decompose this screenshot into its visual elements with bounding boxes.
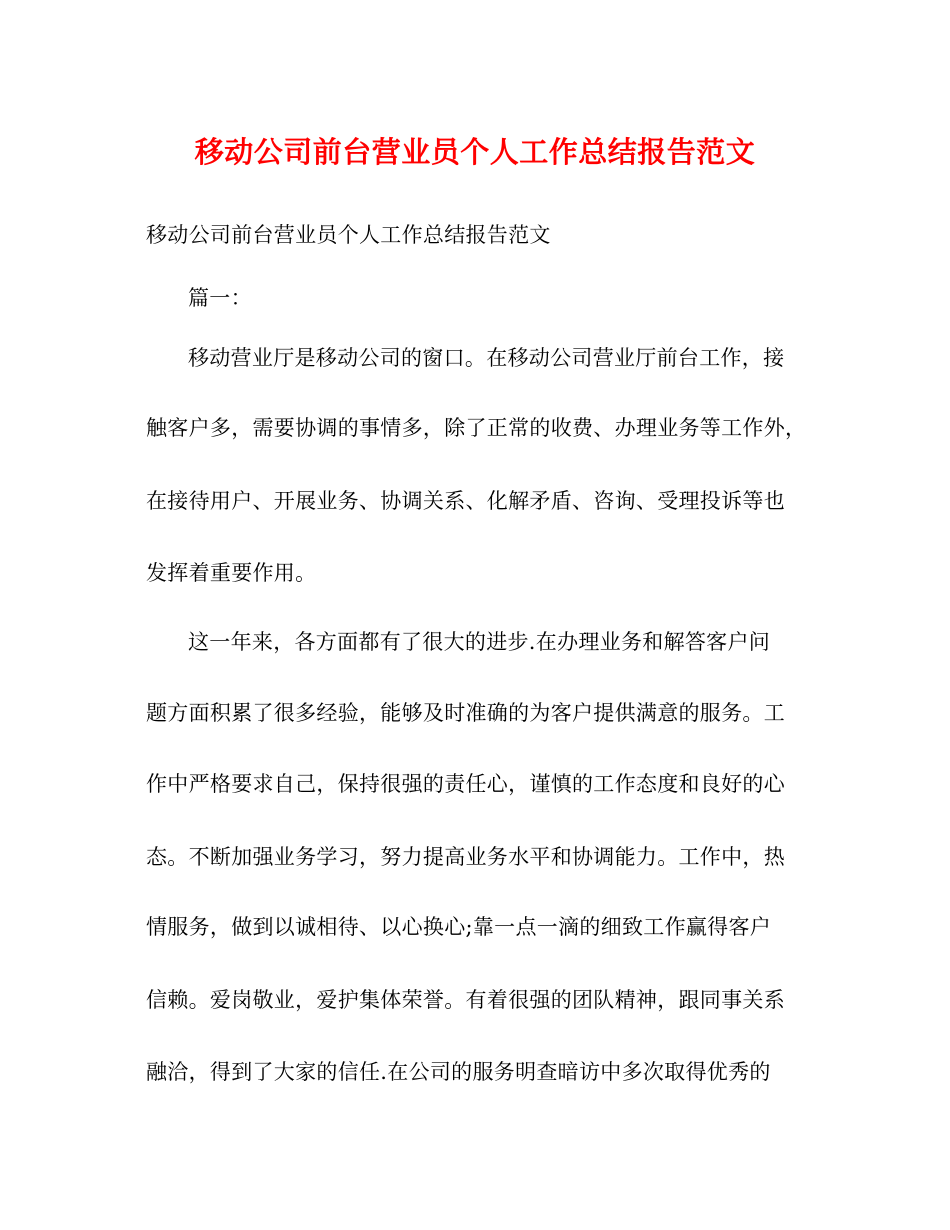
paragraph-line: 题方面积累了很多经验，能够及时准确的为客户提供满意的服务。工 (146, 701, 785, 725)
paragraph-line: 作中严格要求自己，保持很强的责任心，谨慎的工作态度和良好的心 (146, 772, 785, 796)
document-subtitle-line: 移动公司前台营业员个人工作总结报告范文 (146, 223, 551, 247)
paragraph-line: 信赖。爱岗敬业，爱护集体荣誉。有着很强的团队精神，跟同事关系 (146, 988, 785, 1012)
document-title: 移动公司前台营业员个人工作总结报告范文 (194, 135, 756, 169)
paragraph-line: 在接待用户、开展业务、协调关系、化解矛盾、咨询、受理投诉等也 (146, 489, 785, 513)
paragraph-line: 触客户多，需要协调的事情多，除了正常的收费、办理业务等工作外， (146, 416, 807, 440)
paragraph-line: 移动营业厅是移动公司的窗口。在移动公司营业厅前台工作，接 (188, 346, 785, 370)
paragraph-line: 情服务，做到以诚相待、以心换心;靠一点一滴的细致工作赢得客户 (146, 915, 772, 939)
section-heading-line: 篇一： (188, 286, 252, 310)
paragraph-line: 融洽，得到了大家的信任.在公司的服务明查暗访中多次取得优秀的 (146, 1060, 771, 1084)
paragraph-line: 态。不断加强业务学习，努力提高业务水平和协调能力。工作中，热 (146, 845, 785, 869)
paragraph-line: 这一年来，各方面都有了很大的进步.在办理业务和解答客户问 (188, 630, 771, 654)
paragraph-line: 发挥着重要作用。 (146, 561, 317, 585)
